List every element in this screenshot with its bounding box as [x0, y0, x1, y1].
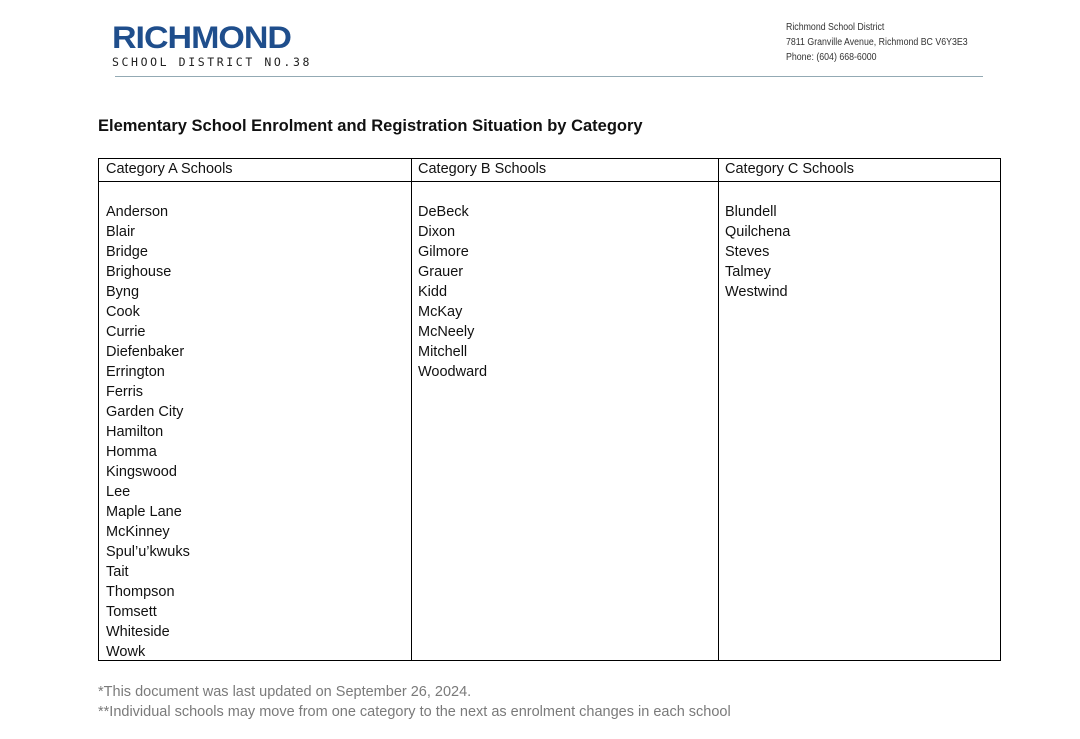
school-name: Grauer [418, 264, 464, 280]
contact-block [786, 20, 968, 65]
footnote-updated: *This document was last updated on September 26, 2024. [98, 684, 472, 700]
school-name: McKinney [106, 524, 170, 540]
school-name: Bridge [106, 244, 148, 260]
category-c-column [718, 159, 1000, 660]
school-name: Kidd [418, 284, 448, 300]
category-a-header: Category A Schools [99, 159, 412, 182]
school-name: McKay [418, 304, 463, 320]
school-name: Anderson [106, 204, 169, 220]
category-c-list [719, 182, 1000, 302]
category-b-list [412, 182, 719, 382]
school-name: Ferris [106, 384, 144, 400]
school-name: Steves [725, 244, 770, 260]
logo-wordmark: RICHMOND [112, 20, 291, 56]
school-name: Quilchena [725, 224, 791, 240]
school-name: Dixon [418, 224, 456, 240]
category-b-header: Category B Schools [412, 159, 719, 182]
footnote-category-change: **Individual schools may move from one category to the next as enrolment changes in each school [98, 704, 731, 720]
contact-phone: Phone: (604) 668-6000 [786, 52, 877, 63]
school-name: Gilmore [418, 244, 469, 260]
school-name: Brighouse [106, 264, 172, 280]
category-b-column [411, 159, 719, 660]
contact-name: Richmond School District [786, 22, 885, 33]
school-name: Kingswood [106, 464, 177, 480]
document-title: Elementary School Enrolment and Registration Situation by Category [98, 117, 643, 135]
school-name: Blair [106, 224, 136, 240]
school-name: Lee [106, 484, 131, 500]
school-name: Woodward [418, 364, 488, 380]
school-name: Tait [106, 564, 129, 580]
school-category-table [98, 158, 1001, 661]
school-name: Currie [106, 324, 146, 340]
category-a-column [99, 159, 412, 660]
school-name: Mitchell [418, 344, 468, 360]
school-name: Spul’u’kwuks [106, 544, 190, 560]
school-name: Talmey [725, 264, 771, 280]
school-name: Errington [106, 364, 165, 380]
school-name: Garden City [106, 404, 184, 420]
school-name: Hamilton [106, 424, 164, 440]
contact-address: 7811 Granville Avenue, Richmond BC V6Y3E3 [786, 37, 968, 48]
category-c-header: Category C Schools [719, 159, 1000, 182]
school-name: Diefenbaker [106, 344, 185, 360]
logo-subtitle: SCHOOL DISTRICT NO.38 [112, 55, 312, 69]
footnotes [98, 682, 731, 722]
school-name: McNeely [418, 324, 475, 340]
school-name: Thompson [106, 584, 175, 600]
school-name: Byng [106, 284, 140, 300]
category-a-list [99, 182, 412, 662]
school-name: Cook [106, 304, 140, 320]
school-name: Homma [106, 444, 157, 460]
school-name: Wowk [106, 644, 146, 660]
school-name: Tomsett [106, 604, 157, 620]
district-logo [112, 22, 312, 69]
header-divider [115, 76, 983, 77]
school-name: Whiteside [106, 624, 170, 640]
school-name: DeBeck [418, 204, 469, 220]
school-name: Westwind [725, 284, 788, 300]
school-name: Maple Lane [106, 504, 182, 520]
school-name: Blundell [725, 204, 777, 220]
